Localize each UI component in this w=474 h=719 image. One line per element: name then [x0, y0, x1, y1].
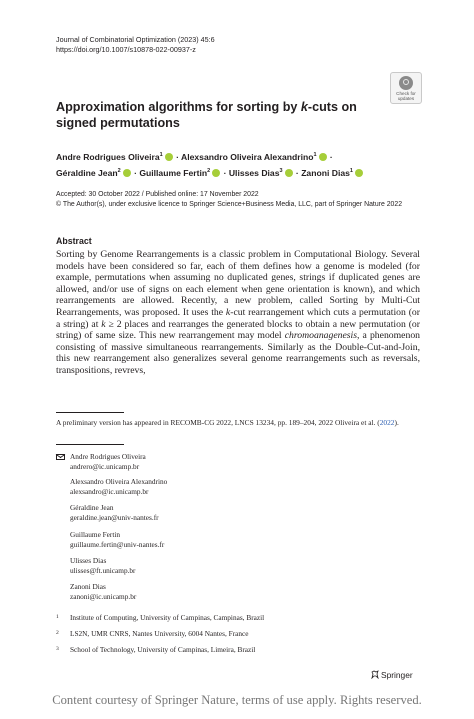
author-affiliation-marker: 1	[313, 152, 317, 158]
author-name: Guillaume Fertin	[139, 168, 208, 178]
author-name: Zanoni Dias	[301, 168, 350, 178]
author-3	[56, 168, 132, 178]
affiliation-number: 2	[56, 630, 59, 636]
contact-entry	[70, 530, 164, 550]
orcid-icon[interactable]	[319, 153, 327, 161]
contact-entry	[70, 477, 167, 497]
copyright-line: © The Author(s), under exclusive licence to Springer Science+Business Media, LLC, part of Springer Nature 2022	[56, 201, 403, 208]
author-6	[301, 168, 364, 178]
orcid-icon[interactable]	[123, 169, 131, 177]
footnote-citation-link[interactable]: 2022	[379, 418, 395, 427]
author-1	[56, 152, 174, 162]
journal-citation: Journal of Combinatorial Optimization (2023) 45:6	[56, 35, 215, 44]
author-list	[56, 148, 416, 180]
contact-name: Andre Rodrigues Oliveira	[70, 452, 146, 461]
author-name: Géraldine Jean	[56, 168, 118, 178]
abstract-part3: ≥ 2 places and rearranges the generated blocks to obtain a new permutation (or string) of same size. This new rearrangement may model	[56, 318, 420, 342]
envelope-icon	[56, 454, 65, 460]
footnote-close: ).	[394, 418, 399, 427]
author-affiliation-marker: 1	[159, 152, 163, 158]
contact-email[interactable]: alexsandro@ic.unicamp.br	[70, 487, 149, 496]
publication-dates	[56, 190, 436, 210]
contacts-divider	[56, 444, 124, 445]
doi-link[interactable]: https://doi.org/10.1007/s10878-022-00937-z	[56, 45, 196, 54]
abstract-heading: Abstract	[56, 236, 92, 246]
orcid-icon[interactable]	[285, 169, 293, 177]
springer-horse-icon	[371, 670, 379, 679]
paper-title	[56, 99, 396, 131]
affiliation-text: LS2N, UMR CNRS, Nantes University, 6004 Nantes, France	[70, 629, 249, 638]
contact-name: Zanoni Dias	[70, 582, 106, 591]
abstract-text	[56, 249, 420, 377]
affiliation-number: 3	[56, 646, 59, 652]
contact-email[interactable]: guillaume.fertin@univ-nantes.fr	[70, 540, 165, 549]
check-for-updates-icon	[399, 76, 413, 90]
contact-name: Guillaume Fertin	[70, 530, 121, 539]
contact-email[interactable]: ulisses@ft.unicamp.br	[70, 566, 136, 575]
contact-email[interactable]: zanoni@ic.unicamp.br	[70, 592, 137, 601]
author-separator: ·	[327, 152, 333, 162]
affiliation-1	[56, 612, 420, 623]
affiliation-text: School of Technology, University of Campinas, Limeira, Brazil	[70, 645, 256, 654]
contact-name: Ulisses Dias	[70, 556, 107, 565]
badge-line2: updates	[397, 96, 415, 101]
title-italic-k: k	[300, 100, 308, 114]
contact-email[interactable]: andrero@ic.unicamp.br	[70, 462, 140, 471]
author-name: Alexsandro Oliveira Alexandrino	[181, 152, 314, 162]
contact-entry	[70, 556, 136, 576]
springer-logo	[371, 670, 413, 680]
orcid-icon[interactable]	[355, 169, 363, 177]
affiliation-text: Institute of Computing, University of Campinas, Campinas, Brazil	[70, 613, 265, 622]
contact-entry	[70, 503, 159, 523]
orcid-icon[interactable]	[212, 169, 220, 177]
orcid-icon[interactable]	[165, 153, 173, 161]
title-part2: -cuts on signed permutations	[56, 100, 357, 130]
author-affiliation-marker: 2	[117, 168, 121, 174]
title-part1: Approximation algorithms for sorting by	[56, 100, 301, 114]
contact-entry	[70, 582, 136, 602]
badge-line1: Check for	[396, 91, 416, 96]
author-separator: ·	[221, 168, 229, 178]
preliminary-version-footnote	[56, 418, 420, 428]
author-name: Andre Rodrigues Oliveira	[56, 152, 160, 162]
affiliation-3	[56, 644, 420, 655]
abstract-italic-k: k	[225, 306, 231, 318]
journal-header	[56, 35, 215, 55]
affiliation-2	[56, 628, 420, 639]
publisher-name: Springer	[381, 670, 413, 680]
author-separator: ·	[293, 168, 302, 178]
abstract-part1: Sorting by Genome Rearrangements is a classic problem in Computational Biology. Several models have been considered so far, each of them defines how a genome is modeled (for example, permutations when assuming no duplicated genes, strings if duplicated genes are allowed, and/or use of signs on each element when gene orientation is known), and which rearrangements are allowed. Recently, a new problem, called Sorting by Multi-Cut Rearrangements, was proposed. It uses the	[56, 249, 420, 318]
author-affiliation-marker: 2	[207, 168, 211, 174]
author-affiliation-marker: 1	[349, 168, 353, 174]
contact-email[interactable]: geraldine.jean@univ-nantes.fr	[70, 513, 159, 522]
author-2	[181, 152, 328, 162]
affiliation-number: 1	[56, 614, 59, 620]
courtesy-notice: Content courtesy of Springer Nature, terms of use apply. Rights reserved.	[52, 693, 422, 707]
author-5	[229, 168, 294, 178]
abstract-part4: , a phenomenon consisting of massive simultaneous rearrangements. Similarly as the Double-Cut-and-Join, this new rearrangement also generalizes several genome rearrangements such as reversals, transpositions, revrevs,	[56, 330, 421, 376]
author-separator: ·	[131, 168, 140, 178]
contact-name: Alexsandro Oliveira Alexandrino	[70, 477, 168, 486]
author-affiliation-marker: 3	[279, 168, 283, 174]
footnote-divider	[56, 412, 124, 413]
contact-name: Géraldine Jean	[70, 503, 114, 512]
dates-line: Accepted: 30 October 2022 / Published online: 17 November 2022	[56, 191, 259, 198]
contact-entry	[70, 452, 146, 472]
author-separator: ·	[173, 152, 182, 162]
author-4	[139, 168, 221, 178]
abstract-emphasis: chromoanagenesis	[284, 330, 358, 342]
footnote-text: A preliminary version has appeared in RECOMB-CG 2022, LNCS 13234, pp. 189–204, 2022 Oliveira et al. (	[56, 418, 380, 427]
author-name: Ulisses Dias	[228, 168, 280, 178]
abstract-italic-k: k	[101, 318, 106, 330]
abstract-part2: -cut rearrangement which cuts a permutation (or a string) at	[56, 306, 420, 330]
